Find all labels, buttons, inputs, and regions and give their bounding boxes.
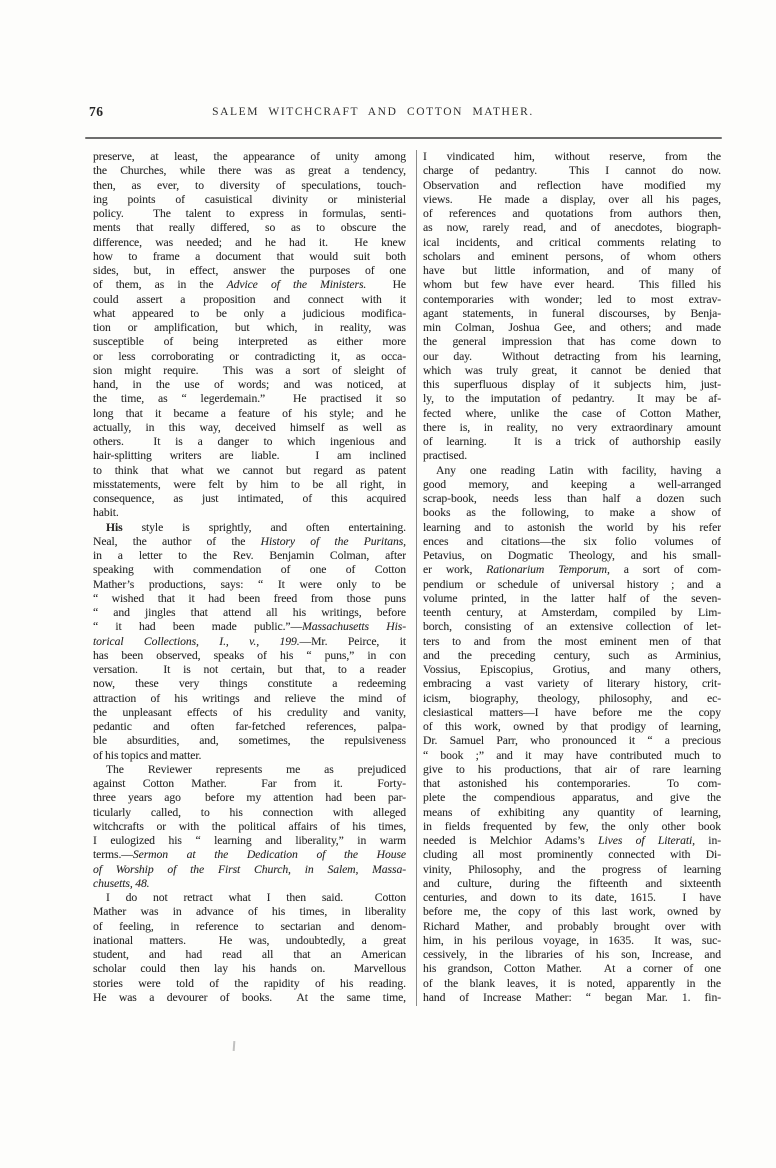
text-line: Any one reading Latin with facility, having a: [436, 463, 721, 477]
text-line: scholars and eminent persons, of whom others: [423, 249, 721, 263]
text-line: means of exhibiting any quantity of learning,: [423, 805, 721, 819]
text-line: books as the following, to make a show of: [423, 506, 721, 520]
text-line: contemporaries with wonder; led to most extrav-: [423, 292, 721, 306]
text-line: “ book ;” and it may have contributed much to: [423, 748, 721, 762]
text-line: give to his productions, that air of rare learning: [423, 762, 721, 776]
text-line: in a letter to the Rev. Benjamin Colman, after: [93, 549, 406, 562]
text-line: as now, rarely read, and of anecdotes, biograph-: [423, 221, 721, 235]
text-line: and the preceding century, such as Arminius,: [423, 648, 721, 662]
text-line: of Worship of the First Church, in Salem, Massa-: [93, 862, 406, 876]
text-line: ical incidents, and critical comments relating to: [423, 235, 721, 249]
text-line: er work, Rationarium Temporum, a sort of com-: [423, 563, 721, 577]
header-rule: [85, 137, 722, 139]
text-line: plete the compendious apparatus, and give the: [423, 791, 721, 805]
text-line: now, these very things constitute a redeeming: [93, 677, 406, 691]
text-line: ly, to the imputation of pedantry. It may be af-: [423, 392, 721, 406]
left-column: [93, 150, 406, 1005]
text-line: chusetts, 48.: [93, 876, 150, 890]
text-line: borch, consisting of an extensive collection of let-: [423, 620, 721, 634]
text-line: tion or amplification, but which, in reality, was: [93, 321, 406, 334]
text-line: ters to and from the most eminent men of that: [423, 634, 721, 648]
text-line: witchcrafts or with the political affairs of his times,: [93, 819, 406, 833]
text-line: the general impression that has come down to: [423, 335, 721, 349]
text-line: hand, in the use of words; and was noticed, at: [93, 378, 406, 391]
text-line: susceptible of being interpreted as either more: [93, 335, 406, 349]
text-line: the Churches, while there was as great a tendency,: [93, 164, 406, 178]
text-line: could assert a proposition and connect with it: [93, 292, 406, 306]
text-line: consequence, as just intimated, of this acquired: [93, 492, 406, 505]
text-line: scrap-book, needs less than half a dozen such: [423, 492, 721, 505]
text-line: “ it had been made public.”—Massachusetts His-: [93, 620, 406, 634]
text-line: of his topics and matter.: [93, 748, 202, 762]
text-line: learning and to astonish the world by his refer: [423, 520, 721, 534]
text-line: ble absurdities, and, sometimes, the repulsiveness: [93, 734, 406, 748]
text-line: before me, the copy of this last work, owned by: [423, 905, 721, 919]
text-line: long that it became a feature of his style; and he: [93, 406, 406, 420]
text-line: there is, in reality, no very extraordinary amount: [423, 420, 721, 434]
text-line: have but little information, and of many of: [423, 264, 721, 277]
text-line: preserve, at least, the appearance of unity among: [93, 150, 406, 163]
text-line: scholar could then lay his hands on. Marvellous: [93, 962, 406, 976]
text-line: cluding all most prominently connected with Di-: [423, 848, 721, 862]
text-line: misstatements, were felt by him to be all right, in: [93, 477, 406, 491]
text-line: hand of Increase Mather: “ began Mar. 1. fin-: [423, 990, 721, 1004]
text-line: hair-splitting writers are liable. I am inclined: [93, 449, 406, 463]
text-line: I do not retract what I then said. Cotton: [106, 891, 406, 904]
text-line: of the blank leaves, it is noted, apparently in the: [423, 976, 721, 990]
text-line: vinity, Philosophy, and the progress of learning: [423, 862, 721, 876]
text-line: how to frame a document that would suit both: [93, 249, 406, 263]
text-line: Petavius, on Dogmatic Theology, and his small-: [423, 549, 721, 562]
text-line: cessively, in the libraries of his son, Increase, and: [423, 948, 721, 961]
text-line: “ and jingles that attend all his writings, before: [93, 606, 406, 619]
page-number: 76: [89, 104, 104, 119]
text-line: centuries, and down to its date, 1615. I have: [423, 891, 721, 904]
text-line: needed is Melchior Adams’s Lives of Literati, in-: [423, 834, 721, 847]
column-divider: [416, 150, 417, 1006]
text-line: ments that really differed, so as to obscure the: [93, 221, 406, 235]
text-line: He was a devourer of books. At the same time,: [93, 990, 406, 1004]
text-line: I vindicated him, without reserve, from the: [423, 150, 721, 163]
text-line: Observation and reflection have modified my: [423, 178, 721, 192]
text-line: inational matters. He was, undoubtedly, a great: [93, 933, 406, 947]
text-line: Dr. Samuel Parr, who pronounced it “ a precious: [423, 734, 721, 748]
text-line: this superfluous display of it subjects him, just-: [423, 378, 721, 391]
text-line: min Colman, Joshua Gee, and others; and made: [423, 321, 721, 334]
text-line: Richard Mather, and probably brought over with: [423, 919, 721, 933]
text-line: attraction of his writings and relieve the mind of: [93, 691, 406, 705]
text-line: sides, but, in effect, answer the purposes of one: [93, 264, 406, 277]
text-line: difference, was needed; and he had it. He knew: [93, 235, 406, 249]
text-line: pendium or schedule of universal history ; and a: [423, 577, 721, 591]
text-line: his grandson, Cotton Mather. At a corner of one: [423, 962, 721, 976]
scan-artifact: [233, 1041, 236, 1051]
text-line: against Cotton Mather. Far from it. Forty-: [93, 777, 406, 790]
text-line: Mather’s productions, says: “ It were only to be: [93, 577, 406, 591]
text-line: what appeared to be only a judicious modifica-: [93, 306, 406, 320]
text-line: good memory, and keeping a well-arranged: [423, 477, 721, 491]
text-line: stories were told of the rapidity of his reading.: [93, 976, 406, 990]
text-line: embracing a vast variety of literary history, crit-: [423, 677, 721, 691]
text-line: ing points of casuistical divinity or ministerial: [93, 192, 406, 206]
text-line: torical Collections, I., v., 199.—Mr. Peirce, it: [93, 634, 406, 648]
text-line: Vossius, Episcopius, Grotius, and many others,: [423, 663, 721, 676]
text-columns: [93, 150, 722, 1006]
text-line: speaking with commendation of one of Cotton: [93, 563, 406, 577]
text-line: and culture, during the fifteenth and sixteenth: [423, 876, 721, 890]
text-line: which was truly great, it cannot be denied that: [423, 363, 721, 377]
text-line: policy. The talent to express in formulas, senti-: [93, 207, 406, 220]
text-line: of learning. It is a trick of authorship easily: [423, 435, 721, 448]
text-line: clesiastical matters—I have before me the copy: [423, 705, 721, 719]
text-line: sion might require. This was a sort of sleight of: [93, 363, 406, 377]
text-line: “ wished that it had been freed from those puns: [93, 591, 406, 605]
text-line: or less corroborating or contradicting it, as occa-: [93, 349, 406, 363]
text-line: practised.: [423, 449, 468, 463]
running-head: SALEM WITCHCRAFT AND COTTON MATHER.: [212, 106, 534, 118]
text-line: teenth century, at Amsterdam, compiled by Lim-: [423, 606, 721, 619]
text-line: in fields frequented by few, the only other book: [423, 819, 721, 833]
text-line: I eulogized his “ learning and liberality,” in warm: [93, 834, 406, 847]
text-line: of feeling, in reference to sectarian and denom-: [93, 919, 406, 933]
text-line: others. It is a danger to which ingenious and: [93, 435, 406, 448]
text-line: views. He made a display, over all his pages,: [423, 192, 721, 206]
text-line: that astonished his contemporaries. To com-: [423, 777, 721, 790]
text-line: the unpleasant effects of his credulity and vanity,: [93, 705, 406, 719]
right-column: [423, 150, 721, 1005]
text-line: His style is sprightly, and often entertaining.: [106, 520, 406, 534]
text-line: to think that what we cannot but regard as patent: [93, 463, 406, 477]
text-line: has been observed, speaks of his “ puns,” in con: [93, 648, 406, 662]
text-line: icism, biography, theology, philosophy, and ec-: [423, 691, 721, 705]
text-line: then, as ever, to diversity of speculations, touch-: [93, 178, 406, 192]
text-line: terms.—Sermon at the Dedication of the House: [93, 848, 406, 862]
text-line: actually, in this way, deceived himself as well as: [93, 420, 406, 434]
text-line: Mather was in advance of his times, in liberality: [93, 905, 406, 919]
text-line: volume printed, in the latter half of the seven-: [423, 591, 721, 605]
text-line: ticularly called, to his connection with alleged: [93, 805, 406, 819]
text-line: student, and had read all that an American: [93, 948, 406, 961]
text-line: him, in his perilous voyage, in 1635. It was, suc-: [423, 933, 721, 947]
text-line: pedantic and often far-fetched references, palpa-: [93, 720, 406, 733]
text-line: our day. Without detracting from his learning,: [423, 349, 721, 363]
text-line: of this work, owned by that prodigy of learning,: [423, 720, 721, 733]
text-line: Neal, the author of the History of the Puritans,: [93, 534, 406, 548]
text-line: the time, as “ legerdemain.” He practised it so: [93, 392, 406, 406]
text-line: whom but few have ever heard. This filled his: [423, 278, 721, 292]
text-line: fected where, unlike the case of Cotton Mather,: [423, 406, 721, 420]
text-line: three years ago before my attention had been par-: [93, 791, 406, 805]
text-line: The Reviewer represents me as prejudiced: [106, 762, 406, 776]
text-line: versation. It is not certain, but that, to a reader: [93, 663, 406, 676]
text-line: habit.: [93, 506, 119, 520]
text-line: ences and citations—the six folio volumes of: [423, 534, 721, 548]
text-line: charge of pedantry. This I cannot do now.: [423, 164, 721, 178]
text-line: of references and quotations from authors then,: [423, 207, 721, 220]
text-line: agant statements, in funeral discourses, by Benja-: [423, 306, 721, 320]
text-line: of them, as in the Advice of the Ministers. He: [93, 278, 406, 292]
